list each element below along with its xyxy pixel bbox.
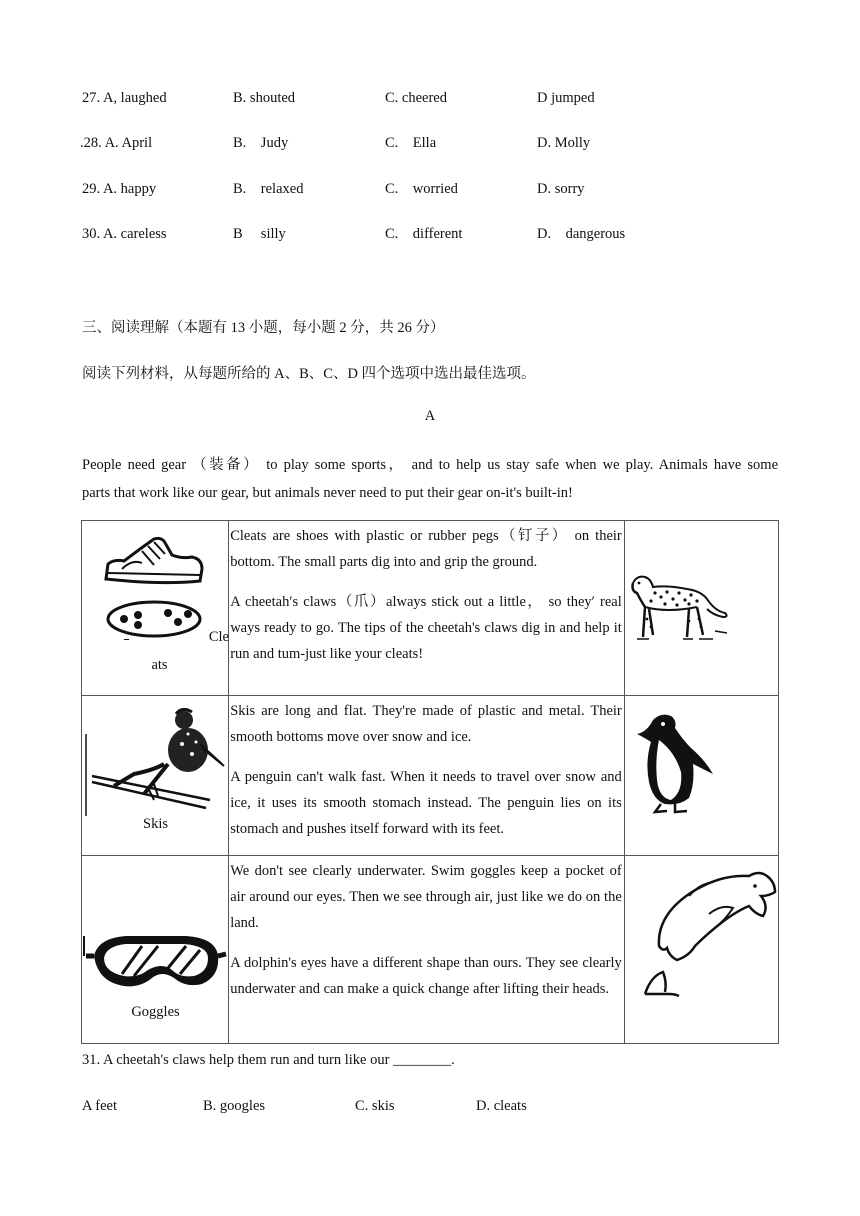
cheetah-icon	[627, 571, 731, 646]
section-instruction: 阅读下列材料，从每题所给的 A、B、C、D 四个选项中选出最佳选项。	[82, 366, 536, 382]
q29-option-c: C. worried	[385, 181, 458, 197]
q29-option-b: B. relaxed	[233, 181, 304, 197]
animal-image-cell	[624, 696, 778, 856]
q28-option-b: B. Judy	[233, 135, 289, 151]
goggles-icon	[82, 926, 228, 1006]
gear-caption: Skis	[143, 816, 168, 832]
intro-line-1: People need gear （装备） to play some sports， and to help us stay safe when we play. Animals have some	[82, 457, 778, 473]
section-heading: 三、阅读理解（本题有 13 小题，每小题 2 分，共 26 分）	[82, 320, 445, 336]
q30-option-b: B silly	[233, 226, 286, 242]
gear-caption: Cle	[208, 629, 229, 645]
passage-label: A	[424, 408, 436, 424]
gear-description: Skis are long and flat. They're made of plastic and metal. Their smooth bottoms move over snow and ice.	[230, 703, 622, 745]
gear-caption-continued: ats	[151, 657, 168, 673]
animal-description: A penguin can't walk fast. When it needs to travel over snow and ice, it uses its smooth stomach instead. The penguin lies on its stomach and pushes itself forward with its feet.	[230, 769, 622, 837]
q28-option-d: D. Molly	[537, 135, 591, 151]
gear-image-cell	[82, 521, 229, 696]
gear-description: Cleats are shoes with plastic or rubber pegs（钉子） on their bottom. The small parts dig into and grip the ground.	[230, 528, 622, 570]
q30-option-d: D. dangerous	[537, 226, 626, 242]
q29-option-d: D. sorry	[537, 181, 585, 197]
gear-image-cell	[82, 696, 229, 856]
q29-option-a: 29. A. happy	[82, 181, 157, 197]
q30-option-a: 30. A. careless	[82, 226, 167, 242]
q27-option-a: 27. A, laughed	[82, 90, 167, 106]
description-cell	[229, 696, 625, 856]
question-31-stem: 31. A cheetah's claws help them run and turn like our ________.	[82, 1052, 455, 1068]
animal-image-cell	[624, 856, 778, 1044]
q28-option-c: C. Ella	[385, 135, 437, 151]
q31-option-a: A feet	[82, 1098, 118, 1114]
gear-image-cell	[82, 856, 229, 1044]
q27-option-c: C. cheered	[385, 90, 447, 106]
table-row	[82, 856, 779, 1044]
animal-description: A cheetah′s claws（爪）always stick out a little， so they′ real ways ready to go. The tips of the cheetah's claws dig in and help it run and tum-just like your cleats!	[230, 594, 622, 662]
q30-option-c: C. different	[385, 226, 463, 242]
dolphin-icon	[629, 866, 777, 1006]
animal-description: A dolphin's eyes have a different shape than ours. They see clearly underwater and can make a quick change after lifting their heads.	[230, 955, 622, 997]
penguin-icon	[631, 712, 721, 816]
table-row	[82, 696, 779, 856]
q31-option-b: B. googles	[203, 1098, 266, 1114]
cleats-shoe-icon	[102, 529, 207, 644]
table-row	[82, 521, 779, 696]
gear-description: We don't see clearly underwater. Swim goggles keep a pocket of air around our eyes. Then we see through air, just like we do on the land.	[230, 863, 622, 931]
animal-image-cell	[624, 521, 778, 696]
q31-option-d: D. cleats	[476, 1098, 527, 1114]
gear-caption: Goggles	[131, 1004, 180, 1020]
divider	[124, 639, 129, 640]
q31-option-c: C. skis	[355, 1098, 395, 1114]
gear-comparison-table	[81, 520, 779, 1044]
q28-option-a: .28. A. April	[80, 135, 153, 151]
skier-icon	[84, 704, 226, 819]
description-cell	[229, 521, 625, 696]
q27-option-d: D jumped	[537, 90, 595, 106]
intro-line-2: parts that work like our gear, but animals never need to put their gear on-it's built-in!	[82, 485, 573, 501]
q27-option-b: B. shouted	[233, 90, 296, 106]
description-cell	[229, 856, 625, 1044]
